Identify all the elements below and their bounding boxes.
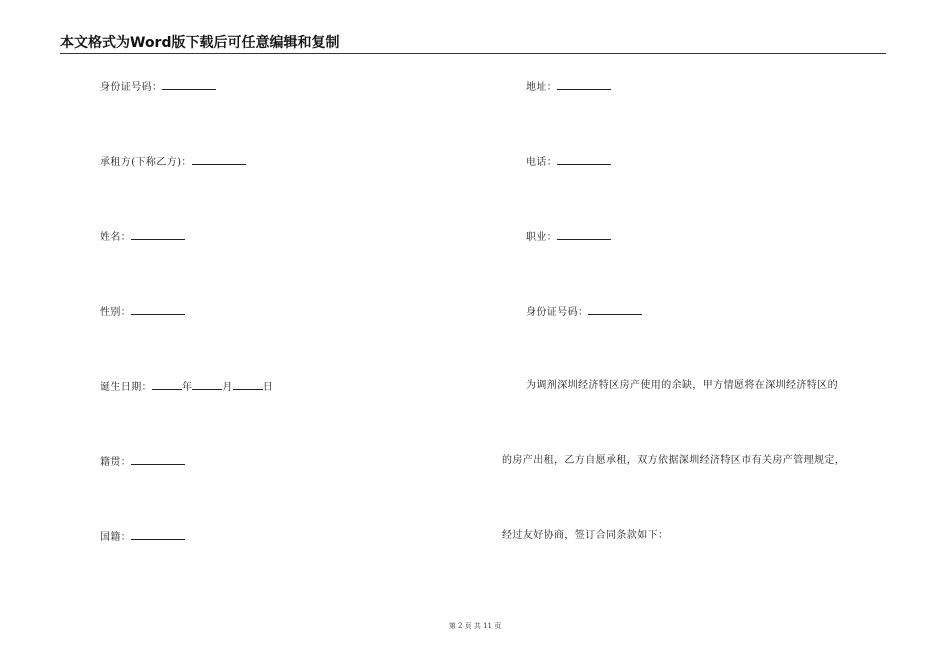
nationality-label: 国籍： xyxy=(100,532,132,543)
occupation-field xyxy=(526,230,611,244)
paragraph-line-3: 经过友好协商，签订合同条款如下： xyxy=(502,530,669,541)
birth-day-blank[interactable] xyxy=(233,380,263,390)
month-label: 月 xyxy=(222,382,233,393)
birth-label: 诞生日期： xyxy=(100,382,152,393)
lessee-field xyxy=(100,155,246,169)
address-blank[interactable] xyxy=(557,80,611,90)
native-place-field xyxy=(100,455,185,469)
address-label: 地址： xyxy=(526,82,558,93)
native-place-label: 籍贯： xyxy=(100,457,132,468)
gender-blank[interactable] xyxy=(131,305,185,315)
gender-label: 性别： xyxy=(100,307,132,318)
birth-month-blank[interactable] xyxy=(192,380,222,390)
id-number-label-right: 身份证号码： xyxy=(526,307,589,318)
native-place-blank[interactable] xyxy=(131,455,185,465)
id-number-field-left xyxy=(100,80,216,94)
birth-date-field xyxy=(100,380,273,394)
lessee-label: 承租方(下称乙方)： xyxy=(100,157,192,168)
page-number: 第 2 页 共 11 页 xyxy=(448,622,502,630)
gender-field xyxy=(100,305,185,319)
phone-field xyxy=(526,155,611,169)
name-label: 姓名： xyxy=(100,232,132,243)
name-field xyxy=(100,230,185,244)
lessee-blank[interactable] xyxy=(192,155,246,165)
year-label: 年 xyxy=(182,382,193,393)
phone-label: 电话： xyxy=(526,157,558,168)
id-number-field-right xyxy=(526,305,642,319)
paragraph-line-2: 的房产出租，乙方自愿承租，双方依据深圳经济特区市有关房产管理规定， xyxy=(502,455,846,466)
id-number-blank-right[interactable] xyxy=(588,305,642,315)
nationality-field xyxy=(100,530,185,544)
occupation-blank[interactable] xyxy=(557,230,611,240)
header-title: 本文格式为Word版下载后可任意编辑和复制 xyxy=(60,35,340,51)
id-number-blank[interactable] xyxy=(162,80,216,90)
id-number-label: 身份证号码： xyxy=(100,82,163,93)
birth-year-blank[interactable] xyxy=(152,380,182,390)
day-label: 日 xyxy=(262,382,274,393)
phone-blank[interactable] xyxy=(557,155,611,165)
nationality-blank[interactable] xyxy=(131,530,185,540)
paragraph-line-1: 为调剂深圳经济特区房产使用的余缺，甲方情愿将在深圳经济特区的 xyxy=(526,380,838,391)
occupation-label: 职业： xyxy=(526,232,558,243)
page-header xyxy=(60,35,886,54)
name-blank[interactable] xyxy=(131,230,185,240)
address-field xyxy=(526,80,611,94)
